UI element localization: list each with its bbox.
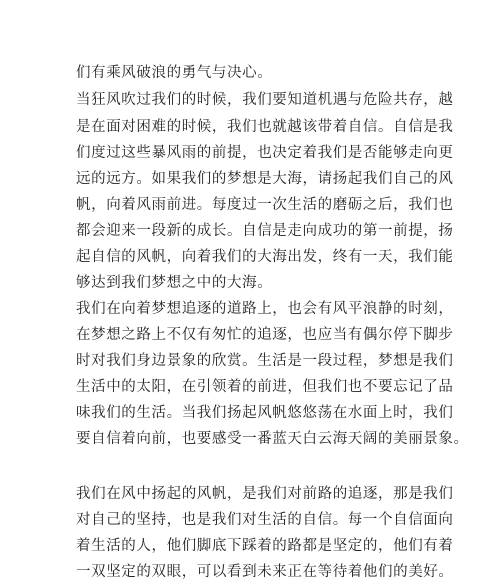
paragraph-2-line-6: 都会迎来一段新的成长。自信是走向成功的第一前提，扬 [76, 223, 454, 239]
paragraph-2-line-4: 远的远方。如果我们的梦想是大海，请扬起我们自己的风 [76, 171, 454, 187]
paragraph-3-line-2: 在梦想之路上不仅有匆忙的追逐，也应当有偶尔停下脚步 [76, 327, 454, 343]
paragraph-3-line-4: 生活中的太阳，在引领着的前进，但我们也不要忘记了品 [76, 379, 454, 395]
paragraph-4-line-1: 我们在风中扬起的风帆，是我们对前路的追逐，那是我们 [76, 486, 454, 502]
paragraph-1-line-1: 们有乘风破浪的勇气与决心。 [76, 65, 273, 81]
paragraph-2-line-5: 帆，向着风雨前进。每度过一次生活的磨砺之后，我们也 [76, 197, 454, 213]
paragraph-2-line-3: 们度过这些暴风雨的前提，也决定着我们是否能够走向更 [76, 145, 454, 161]
paragraph-3-line-1: 我们在向着梦想追逐的道路上，也会有风平浪静的时刻， [76, 301, 454, 317]
paragraph-2-line-1: 当狂风吹过我们的时候，我们要知道机遇与危险共存，越 [76, 92, 454, 108]
paragraph-3-line-5: 味我们的生活。当我们扬起风帆悠悠荡在水面上时，我们 [76, 405, 454, 421]
paragraph-2-line-2: 是在面对困难的时候，我们也就越该带着自信。自信是我 [76, 119, 454, 135]
paragraph-3-line-3: 时对我们身边景象的欣赏。生活是一段过程，梦想是我们 [76, 353, 454, 369]
paragraph-4-line-3: 着生活的人，他们脚底下踩着的路都是坚定的，他们有着 [76, 538, 454, 554]
paragraph-2-line-8: 够达到我们梦想之中的大海。 [76, 275, 273, 291]
paragraph-2-line-7: 起自信的风帆，向着我们的大海出发，终有一天，我们能 [76, 249, 454, 265]
paragraph-4-line-4: 一双坚定的双眼，可以看到未来正在等待着他们的美好。 [76, 564, 454, 580]
paragraph-4-line-2: 对自己的坚持，也是我们对生活的自信。每一个自信面向 [76, 512, 454, 528]
paragraph-3-line-6: 要自信着向前，也要感受一番蓝天白云海天阔的美丽景象。 [76, 431, 469, 447]
